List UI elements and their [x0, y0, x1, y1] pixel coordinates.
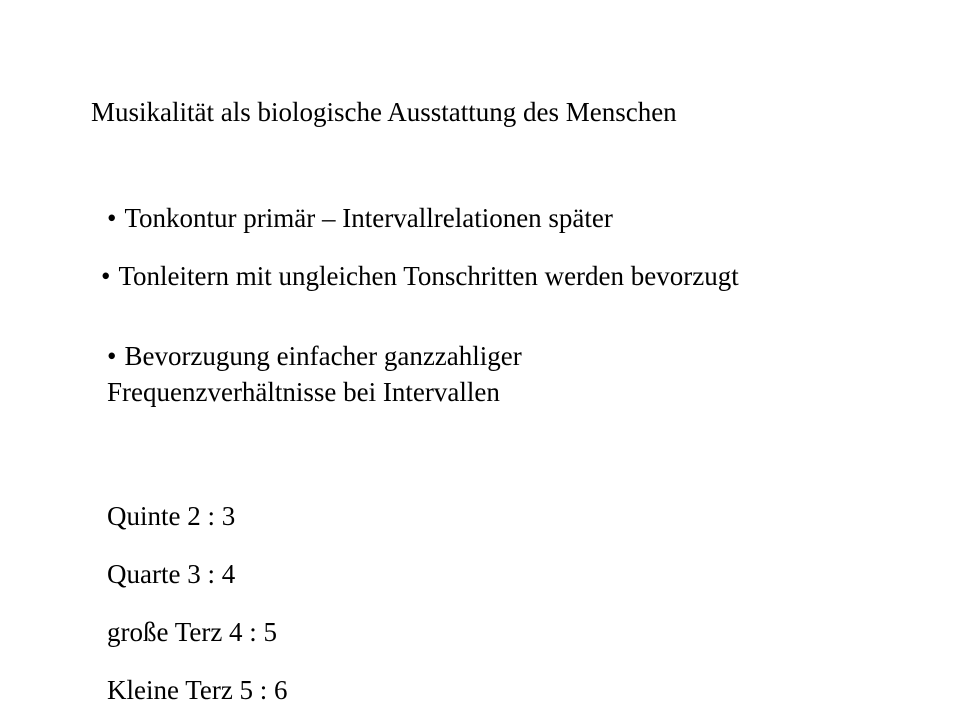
- bullet-text: Bevorzugung einfacher ganzzahliger: [124, 341, 522, 371]
- ratio-item-grosse-terz: große Terz 4 : 5: [107, 617, 278, 647]
- bullet-dot-icon: •: [101, 261, 111, 291]
- ratio-item-quinte: Quinte 2 : 3: [107, 501, 236, 531]
- ratio-item-kleine-terz: Kleine Terz 5 : 6: [107, 675, 288, 705]
- ratio-item-quarte: Quarte 3 : 4: [107, 559, 236, 589]
- bullet-dot-icon: •: [107, 203, 117, 233]
- bullet-item-1: [107, 202, 613, 234]
- bullet-item-2: [101, 260, 739, 292]
- bullet-dot-icon: •: [107, 341, 117, 371]
- bullet-text: Tonleitern mit ungleichen Tonschritten werden bevorzugt: [118, 261, 739, 291]
- bullet-item-3: [107, 340, 522, 372]
- bullet-text: Tonkontur primär – Intervallrelationen später: [124, 203, 613, 233]
- slide-title: Musikalität als biologische Ausstattung des Menschen: [91, 97, 677, 127]
- bullet-item-3-continuation: Frequenzverhältnisse bei Intervallen: [107, 377, 500, 407]
